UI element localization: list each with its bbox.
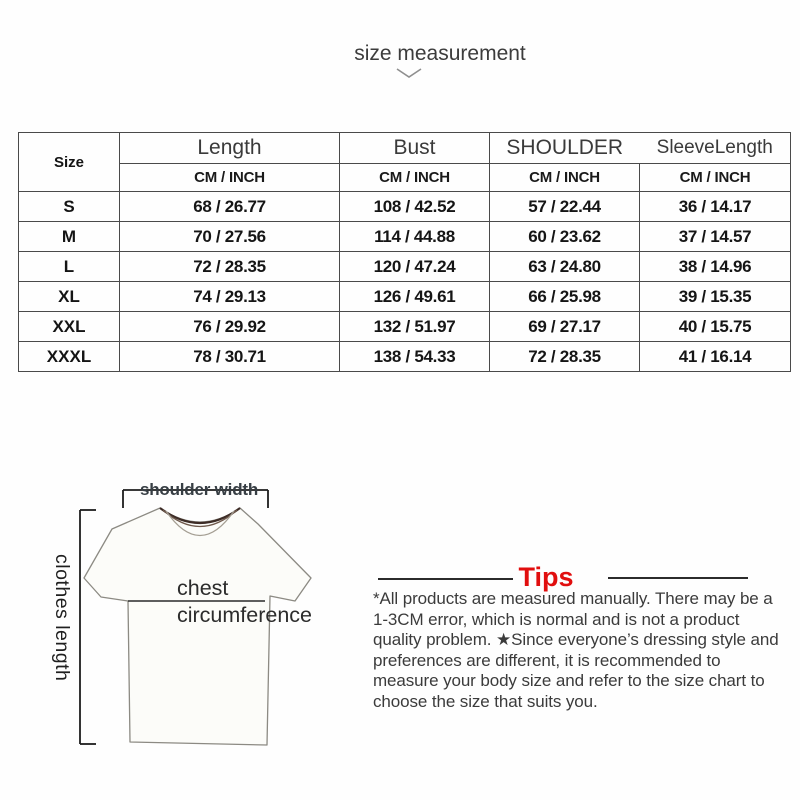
shoulder-cell: 60 / 23.62 (490, 222, 640, 252)
sleeve-cell: 39 / 15.35 (640, 282, 791, 312)
table-row (19, 252, 791, 282)
unit-header-shoulder: CM / INCH (490, 164, 640, 192)
shoulder-width-label: shoulder width (139, 480, 259, 499)
length-cell: 78 / 30.71 (120, 342, 340, 372)
length-cell: 68 / 26.77 (120, 192, 340, 222)
table-row (19, 342, 791, 372)
shoulder-cell: 66 / 25.98 (490, 282, 640, 312)
bust-cell: 108 / 42.52 (340, 192, 490, 222)
size-cell: L (19, 252, 120, 282)
shoulder-cell: 57 / 22.44 (490, 192, 640, 222)
sleeve-cell: 36 / 14.17 (640, 192, 791, 222)
table-row (19, 192, 791, 222)
tips-text-line: *All products are measured manually. There may be a (373, 589, 773, 608)
bust-cell: 114 / 44.88 (340, 222, 490, 252)
table-unit-row (19, 164, 791, 192)
clothes-length-label: clothes length (51, 554, 73, 682)
shoulder-cell: 63 / 24.80 (490, 252, 640, 282)
tips-right-rule (608, 577, 748, 579)
shoulder-cell: 72 / 28.35 (490, 342, 640, 372)
clothes-length-bracket (80, 510, 96, 744)
chevron-down-icon (394, 66, 424, 80)
chest-label-line2: circumference (177, 603, 313, 627)
tips-title: Tips (518, 562, 574, 592)
tips-left-rule (378, 578, 513, 580)
size-cell: S (19, 192, 120, 222)
column-header-size: Size (19, 133, 120, 192)
tips-text-line: measure your body size and refer to the size chart to (373, 671, 765, 691)
size-cell: XXXL (19, 342, 120, 372)
tips-text-line: quality problem. ★Since everyone’s dressing style and (373, 630, 779, 650)
size-cell: XL (19, 282, 120, 312)
chest-label-line1: chest (177, 576, 229, 600)
chest-circumference-label (177, 575, 312, 629)
bust-cell: 120 / 47.24 (340, 252, 490, 282)
tips-text-line: 1-3CM error, which is normal and is not a product (373, 609, 740, 629)
unit-header-length: CM / INCH (120, 164, 340, 192)
table-row (19, 312, 791, 342)
shoulder-cell: 69 / 27.17 (490, 312, 640, 342)
column-header-bust: Bust (340, 133, 490, 164)
column-header-sleevelength: SleeveLength (640, 133, 791, 164)
bust-cell: 138 / 54.33 (340, 342, 490, 372)
size-cell: M (19, 222, 120, 252)
sleeve-cell: 41 / 16.14 (640, 342, 791, 372)
tips-text-line: preferences are different, it is recommended to (373, 650, 721, 670)
size-cell: XXL (19, 312, 120, 342)
size-table (18, 132, 791, 372)
sleeve-cell: 37 / 14.57 (640, 222, 791, 252)
unit-header-bust: CM / INCH (340, 164, 490, 192)
length-cell: 76 / 29.92 (120, 312, 340, 342)
page-title: size measurement (354, 42, 526, 65)
table-row (19, 222, 791, 252)
length-cell: 70 / 27.56 (120, 222, 340, 252)
length-cell: 74 / 29.13 (120, 282, 340, 312)
length-cell: 72 / 28.35 (120, 252, 340, 282)
tips-text-line: choose the size that suits you. (373, 691, 598, 711)
sleeve-cell: 40 / 15.75 (640, 312, 791, 342)
bust-cell: 126 / 49.61 (340, 282, 490, 312)
bust-cell: 132 / 51.97 (340, 312, 490, 342)
sleeve-cell: 38 / 14.96 (640, 252, 791, 282)
table-header-row (19, 133, 791, 164)
table-row (19, 282, 791, 312)
tips-text (373, 589, 783, 713)
unit-header-sleevelength: CM / INCH (640, 164, 791, 192)
column-header-length: Length (120, 133, 340, 164)
column-header-shoulder: SHOULDER (490, 133, 640, 164)
